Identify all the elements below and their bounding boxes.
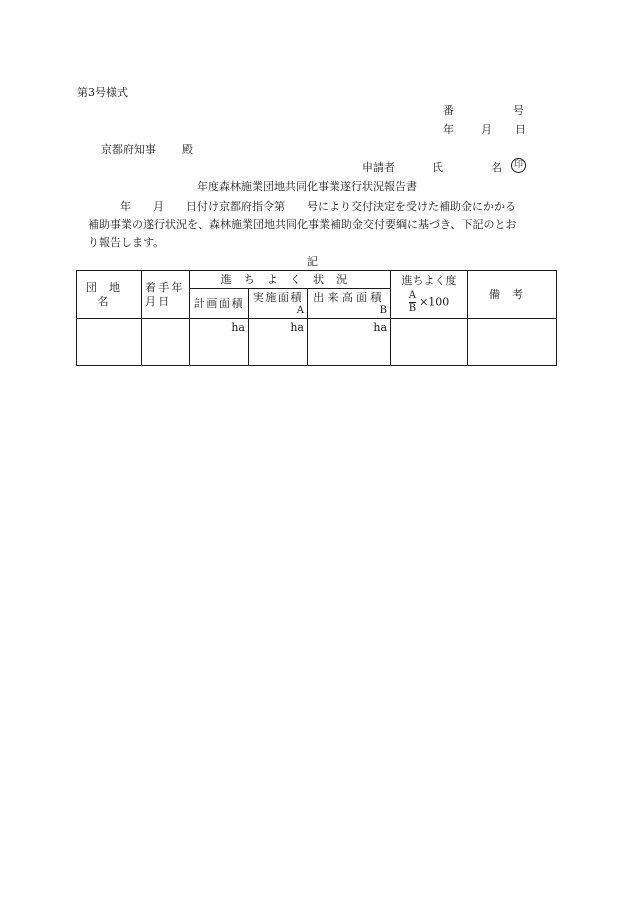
cell-completed-area-unit: ha [308, 319, 391, 366]
cell-danchi-name [77, 319, 142, 366]
body-line-2: 補助事業の遂行状況を、森林施業団地共同化事業補助金交付要綱に基づき、下記のとお [88, 218, 517, 231]
header-progress-rate-label: 進ちよく度 [401, 273, 457, 287]
header-planned-area: 計画面積 [190, 289, 249, 319]
date-month-label: 月 [481, 123, 492, 136]
document-number-label: 番 [443, 104, 454, 117]
progress-rate-formula [394, 290, 464, 315]
header-completed-area [308, 289, 391, 319]
seal-mark-icon: 印 [511, 158, 526, 173]
addressee-honorific: 殿 [182, 143, 193, 156]
report-title: 年度森林施業団地共同化事業遂行状況報告書 [197, 180, 417, 193]
addressee-name: 京都府知事 [101, 143, 156, 156]
document-number-suffix: 号 [513, 104, 524, 117]
header-start-date-line2: 月日 [145, 294, 172, 308]
ki-heading: 記 [307, 255, 318, 268]
applicant-name-label-first: 氏 [432, 161, 443, 174]
header-start-date [142, 271, 190, 319]
progress-report-table [76, 270, 557, 366]
cell-implemented-area-unit: ha [249, 319, 308, 366]
header-progress-rate [391, 271, 468, 319]
cell-planned-area-unit: ha [190, 319, 249, 366]
cell-remarks [468, 319, 557, 366]
form-number: 第3号様式 [77, 86, 128, 99]
header-remarks: 備考 [468, 271, 557, 319]
rate-multiplier: ×100 [419, 295, 450, 309]
header-implemented-area-sub: A [296, 304, 304, 316]
header-start-date-line1: 着手年 [145, 281, 185, 295]
cell-progress-rate [391, 319, 468, 366]
date-year-label: 年 [443, 123, 454, 136]
rate-fraction-denominator: B [408, 303, 417, 315]
report-body [88, 198, 558, 252]
rate-fraction-numerator: A [408, 290, 417, 302]
header-implemented-area [249, 289, 308, 319]
header-danchi-name: 団地名 [77, 271, 142, 319]
applicant-name-label-second: 名 [491, 161, 502, 174]
body-line-3: り報告します。 [88, 236, 165, 249]
applicant-label: 申請者 [362, 161, 395, 174]
rate-fraction [409, 290, 416, 315]
header-implemented-area-label: 実施面積 [252, 291, 304, 305]
header-completed-area-label: 出来高面積 [313, 291, 385, 305]
header-completed-area-sub: B [379, 304, 388, 316]
body-line-1: 年 月 日付け京都府指令第 号により交付決定を受けた補助金にかかる [120, 200, 516, 213]
date-day-label: 日 [515, 123, 526, 136]
cell-start-date [142, 319, 190, 366]
header-progress-status: 進ちよく状況 [190, 271, 391, 289]
